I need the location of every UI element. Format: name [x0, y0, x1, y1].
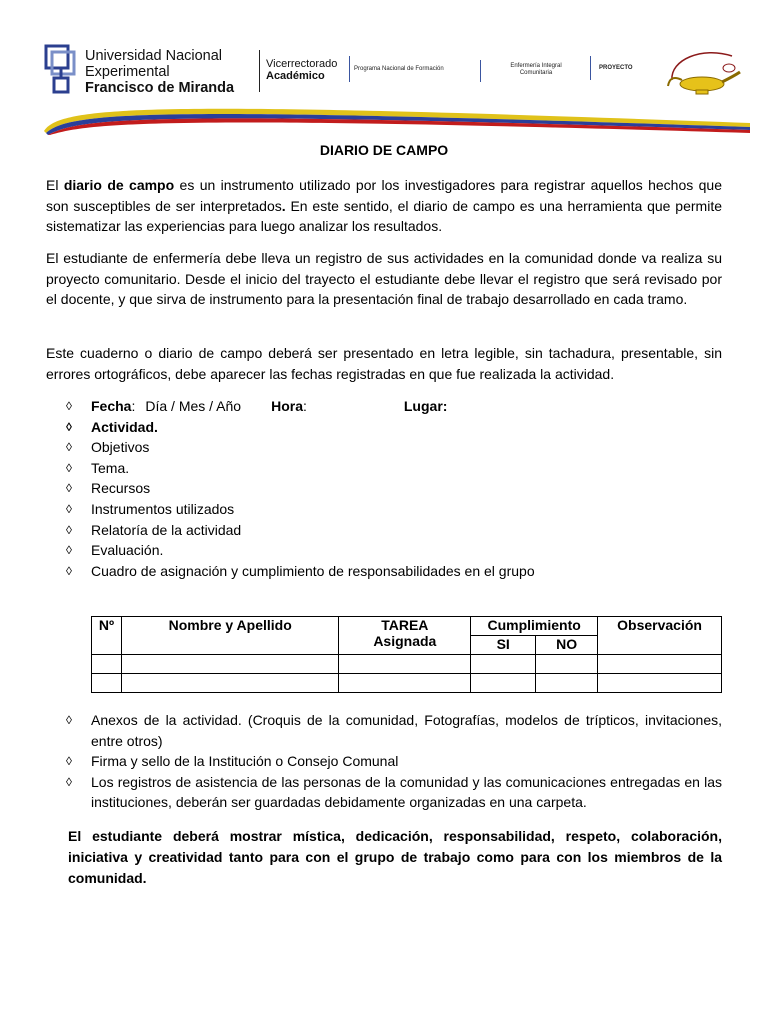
- table-cell: [92, 655, 122, 674]
- header-no: Nº: [92, 617, 122, 655]
- header-tarea: TAREA Asignada: [339, 617, 471, 655]
- header-no-cumplio: NO: [536, 636, 598, 655]
- list-item: ◊ Tema.: [46, 458, 726, 479]
- diamond-bullet-icon: ◊: [66, 481, 72, 496]
- table-cell: [121, 655, 338, 674]
- page-header: [0, 0, 768, 140]
- diamond-bullet-icon: ◊: [66, 399, 72, 413]
- university-name: Universidad Nacional Experimental Francisco de Miranda: [85, 48, 235, 96]
- diamond-bullet-icon: ◊: [66, 522, 72, 537]
- annex-list: [46, 710, 722, 813]
- table-row: [92, 674, 722, 693]
- paragraph-requirements: Este cuaderno o diario de campo deberá ser presentado en letra legible, sin tachadura, presentable, sin errores ortográficos, debe aparecer las fechas registradas en que fue realizada la actividad.: [46, 345, 722, 382]
- list-item: ◊ Objetivos: [46, 437, 726, 458]
- list-item-fecha: ◊ Fecha: Día / Mes / Año Hora: Lugar:: [46, 396, 726, 417]
- header-nombre: Nombre y Apellido: [121, 617, 338, 655]
- table-cell: [536, 655, 598, 674]
- list-item: ◊ Anexos de la actividad. (Croquis de la comunidad, Fotografías, modelos de trípticos, invitaciones, entre otros): [66, 712, 722, 749]
- closing-statement: El estudiante deberá mostrar mística, dedicación, responsabilidad, respeto, colaboración, iniciativa y creatividad tanto para con el grupo de trabajo como para con los miembros de la comunidad.: [68, 828, 722, 886]
- table-cell: [471, 655, 536, 674]
- table-cell: [598, 674, 722, 693]
- divider: [480, 60, 481, 82]
- table-cell: [339, 655, 471, 674]
- field-list: [46, 396, 726, 581]
- flag-swoosh-decoration: [40, 95, 750, 135]
- list-item: ◊ Relatoría de la actividad: [46, 520, 726, 541]
- list-item: ◊ Instrumentos utilizados: [46, 499, 726, 520]
- table-header-row: [92, 617, 722, 636]
- diamond-bullet-icon: ◊: [66, 501, 72, 516]
- list-item: ◊ Los registros de asistencia de las personas de la comunidad y las comunicaciones entregadas en las instituciones, deberán ser guardadas debidamente organizadas en una carpeta.: [66, 773, 722, 811]
- table-cell: [339, 674, 471, 693]
- diamond-bullet-icon: ◊: [66, 713, 72, 727]
- table-cell: [536, 674, 598, 693]
- proyecto-label: PROYECTO: [599, 65, 633, 71]
- header-observacion: Observación: [598, 617, 722, 655]
- paragraph-intro: El diario de campo es un instrumento utilizado por los investigadores para registrar aquellos hechos que son susceptibles de ser interpretados. En este sentido, el diario de campo es una herramienta que permite sistematizar las experiencias para luego analizar los resultados.: [46, 177, 722, 234]
- diamond-bullet-icon: ◊: [66, 460, 72, 475]
- divider: [349, 56, 350, 82]
- table-row: [92, 655, 722, 674]
- diamond-bullet-icon: ◊: [66, 563, 72, 578]
- table-cell: [92, 674, 122, 693]
- university-logo-icon: [44, 44, 76, 96]
- table-cell: [598, 655, 722, 674]
- page-title: DIARIO DE CAMPO: [319, 142, 449, 158]
- programa-label: Programa Nacional de Formación: [354, 66, 444, 72]
- table-cell: [471, 674, 536, 693]
- diamond-bullet-icon: ◊: [66, 440, 72, 455]
- diamond-bullet-icon: ◊: [66, 543, 72, 558]
- list-item: ◊ Firma y sello de la Institución o Consejo Comunal: [46, 751, 722, 772]
- header-cumplimiento: Cumplimiento: [471, 617, 598, 636]
- table-cell: [121, 674, 338, 693]
- pnf-label: Enfermería Integral Comunitaria: [510, 63, 562, 76]
- divider: [259, 50, 260, 92]
- header-si: SI: [471, 636, 536, 655]
- list-item: ◊ Recursos: [46, 478, 726, 499]
- list-item: ◊ Evaluación.: [46, 540, 726, 561]
- diamond-bullet-icon: ◊: [66, 419, 72, 434]
- responsibilities-table: [91, 616, 722, 693]
- diamond-bullet-icon: ◊: [66, 754, 72, 769]
- diamond-bullet-icon: ◊: [66, 774, 72, 789]
- paragraph-student: El estudiante de enfermería debe lleva un registro de sus actividades en la comunidad donde va realiza su proyecto comunitario. Desde el inicio del trayecto el estudiante debe llevar el registro que será revisado por el docente, y que sirva de instrumento para la presentación final de trabajo desarrollado en cada tramo.: [46, 250, 722, 307]
- vicerrectorado: Vicerrectorado Académico: [266, 58, 338, 82]
- list-item: ◊ Cuadro de asignación y cumplimiento de responsabilidades en el grupo: [46, 561, 726, 582]
- list-item: ◊ Actividad.: [46, 417, 726, 438]
- divider: [590, 56, 591, 80]
